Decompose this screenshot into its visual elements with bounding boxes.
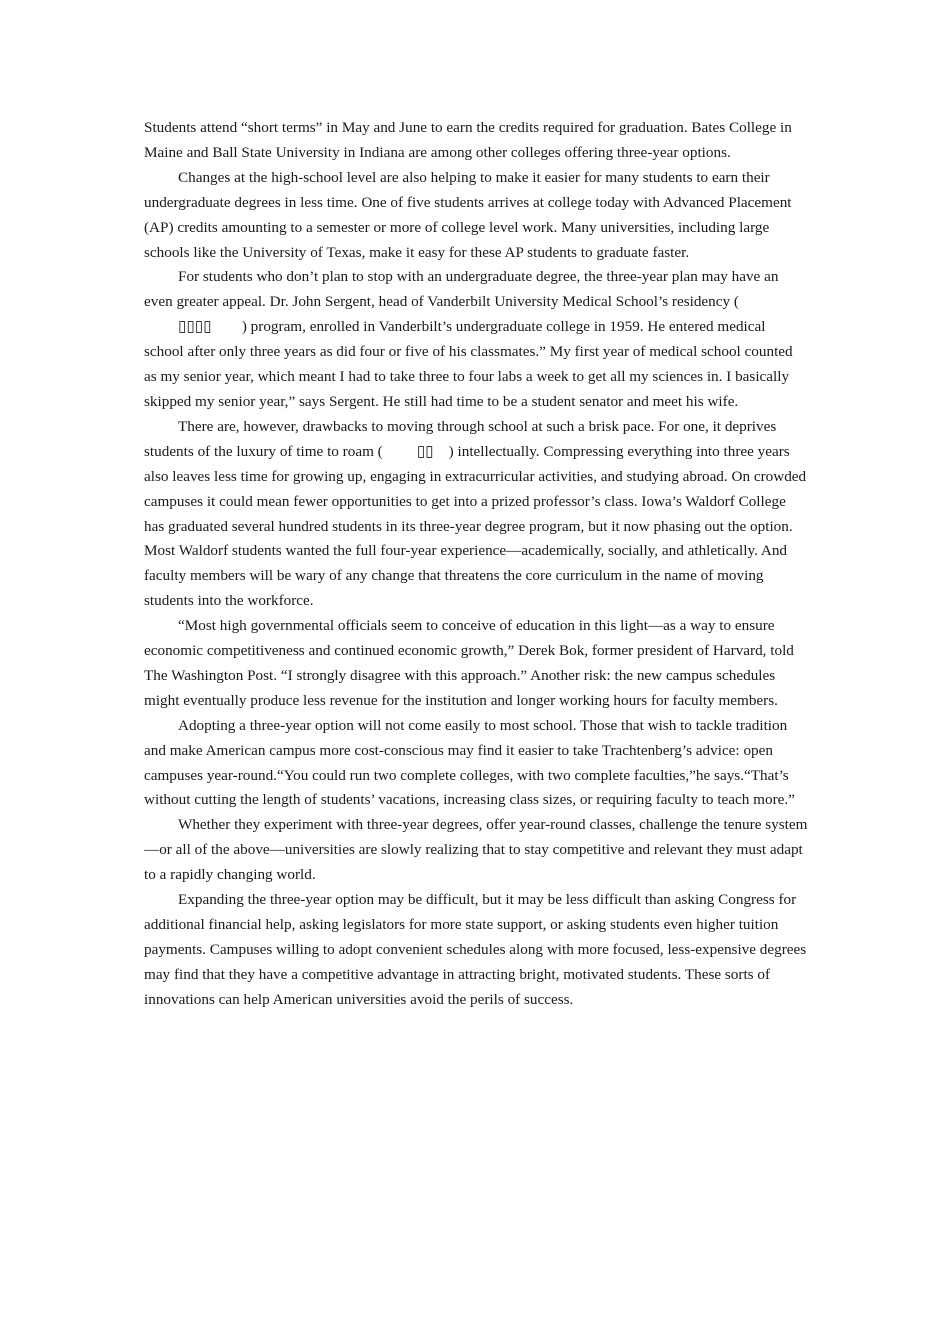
paragraph-5 [144,614,808,714]
paragraph-text: Students attend “short terms” in May and June to earn the credits required for graduation. Bates College in Maine and Ball State University in Indiana are among other colleges offering three-year options. [144,119,792,161]
body-text [144,116,808,1013]
paragraph-text: There are, however, drawbacks to moving through school at such a brisk pace. For one, it deprives students of the luxury of time to roam ( [144,417,777,460]
paragraph-text: Whether they experiment with three-year degrees, offer year-round classes, challenge the tenure system—or all of the above—universities are slowly realizing that to stay competitive and relevant they must adapt to a rapidly changing world. [144,816,808,884]
paragraph-4 [144,415,808,614]
paragraph-text: ) program, enrolled in Vanderbilt’s undergraduate college in 1959. He entered medical school after only three years as did four or five of his classmates.” My first year of medical school counted as my senior year, which meant I had to take three to four labs a week to get all my sciences in. I basically skipped my senior year,” says Sergent. He still had time to be a student senator and meet his wife. [144,318,793,410]
paragraph-2 [144,166,808,266]
paragraph-text: Changes at the high-school level are also helping to make it easier for many students to earn their undergraduate degrees in less time. One of five students arrives at college today with Advanced Placement (AP) credits amounting to a semester or more of college level work. Many universities, including large schools like the University of Texas, make it easy for these AP students to graduate faster. [144,168,792,261]
paragraph-8 [144,888,808,1013]
paragraph-text: Expanding the three-year option may be difficult, but it may be less difficult than asking Congress for additional financial help, asking legislators for more state support, or asking students even higher tuition payments. Campuses willing to adopt convenient schedules along with more focused, less-expensive degrees may find that they have a competitive advantage in attracting bright, motivated students. These sorts of innovations can help American universities avoid the perils of success. [144,891,807,1008]
paragraph-6 [144,714,808,814]
paragraph-text: “Most high governmental officials seem to conceive of education in this light—as a way to ensure economic competitiveness and continued economic growth,” Derek Bok, former president of Harvard, told The Washington Post. “I strongly disagree with this approach.” Another risk: the new campus schedules might eventually produce less revenue for the institution and longer working hours for faculty members. [144,617,794,709]
paragraph-1 [144,116,808,166]
paragraph-7 [144,813,808,888]
paragraph-3 [144,265,808,414]
paragraph-text: Adopting a three-year option will not come easily to most school. Those that wish to tackle tradition and make American campus more cost-conscious may find it easier to take Trachtenberg’s advice: open campuses year-round.“You could run two complete colleges, with two complete faculties,”he says.“That’s without cutting the length of students’ vacations, increasing class sizes, or requiring faculty to teach more.” [144,716,795,809]
missing-glyphs: ▯▯▯▯ [178,318,242,336]
paragraph-text: For students who don’t plan to stop with an undergraduate degree, the three-year plan may have an even greater appeal. Dr. John Sergent, head of Vanderbilt University Medical School’s residency ( [144,268,779,311]
missing-glyphs: ▯▯ [416,442,449,460]
paragraph-text: ) intellectually. Compressing everything into three years also leaves less time for growing up, engaging in extracurricular activities, and studying abroad. On crowded campuses it could mean fewer opportunities to get into a prized professor’s class. Iowa’s Waldorf College has graduated several hundred students in its three-year degree program, but it now phasing out the option. Most Waldorf students wanted the full four-year experience—academically, socially, and athletically. And faculty members will be wary of any change that threatens the core curriculum in the name of moving students into the workforce. [144,442,807,610]
